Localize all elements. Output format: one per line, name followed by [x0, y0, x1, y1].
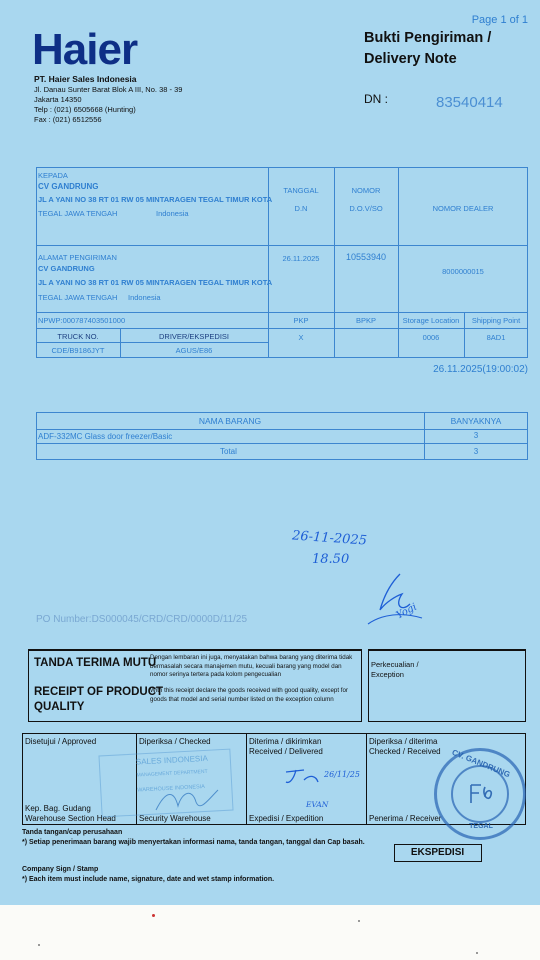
table-hline-1 — [36, 245, 528, 246]
expedition-signature-icon — [282, 766, 322, 788]
expedition-role: Expedisi / Expedition — [249, 814, 324, 823]
exception-border-left — [368, 649, 369, 722]
dn-label: DN : — [364, 92, 388, 106]
exception-border-right — [525, 649, 526, 722]
kepada-city: TEGAL JAWA TENGAH — [38, 209, 118, 218]
nomor-value: 10553940 — [345, 252, 387, 262]
tanda-terima-mutu: TANDA TERIMA MUTU — [34, 657, 157, 669]
receipt-border-bottom — [28, 721, 362, 722]
exception-border-bottom — [368, 721, 526, 722]
total-label: Total — [220, 447, 237, 456]
receipt-text-id: Dengan lembaran ini juga, menyatakan bahwa barang yang diterima tidak bermasalah secara manajemen mutu, kecuali barang yang model dan nomor serinya tertera pada kolom pengecualian — [150, 654, 353, 679]
alamat-pengiriman-city: TEGAL JAWA TENGAH — [38, 293, 118, 302]
shipping-point-label: Shipping Point — [471, 316, 521, 325]
driver-value: AGUS/E86 — [175, 346, 213, 355]
tanggal-label-dn: D.N — [294, 204, 308, 213]
tanggal-label: TANGGAL — [283, 186, 319, 195]
tanggal-value: 26.11.2025 — [282, 254, 320, 263]
nomor-label: NOMOR — [351, 186, 381, 195]
stamp-line-2: MANAGEMENT DEPARTMENT — [136, 768, 208, 779]
table-border-top — [36, 167, 528, 168]
receipt-border-left — [28, 649, 29, 722]
ekspedisi-box — [394, 844, 482, 862]
storage-location-label: Storage Location — [402, 316, 460, 325]
bpkp-label: BPKP — [355, 316, 376, 325]
receiver-role: Penerima / Receiver — [369, 814, 442, 823]
receipt-border-top — [28, 649, 362, 651]
driver-label: DRIVER/EKSPEDISI — [158, 332, 230, 341]
signature-border-right — [525, 733, 526, 825]
scan-speck — [476, 952, 478, 954]
items-header-rule — [36, 429, 528, 430]
po-number: PO Number:DS000045/CRD/CRD/0000D/11/25 — [36, 614, 248, 625]
company-name: PT. Haier Sales Indonesia — [34, 74, 137, 84]
received-label-en: Received / Delivered — [249, 747, 323, 756]
table-hline-5 — [36, 357, 528, 358]
alamat-pengiriman-label: ALAMAT PENGIRIMAN — [38, 253, 117, 262]
signature-divider-2 — [246, 733, 247, 825]
items-row-rule — [36, 443, 528, 444]
checked-label: Diperiksa / Checked — [139, 737, 211, 746]
company-city: Jakarta 14350 — [34, 95, 82, 104]
item-qty: 3 — [473, 431, 479, 440]
checked-signature-icon — [152, 780, 232, 820]
table-hline-2 — [36, 312, 528, 313]
expedition-handwritten-date: 26/11/25 — [324, 770, 360, 779]
pkp-value: X — [298, 333, 304, 342]
exception-label-en: Exception — [371, 670, 404, 679]
checked-role: Security Warehouse — [139, 814, 211, 823]
table-hline-3 — [36, 328, 528, 329]
stamp-ring-bottom: TEGAL — [469, 823, 493, 830]
kepada-country: Indonesia — [156, 209, 189, 218]
dn-number: 83540414 — [436, 94, 503, 111]
scan-speck — [38, 944, 40, 946]
document-subtitle: Delivery Note — [364, 51, 457, 67]
received-label: Diterima / dikirimkan — [249, 737, 322, 746]
company-sign-label-id: Tanda tangan/cap perusahaan — [22, 829, 123, 836]
document-title: Bukti Pengiriman / — [364, 30, 492, 46]
company-fax: Fax : (021) 6512556 — [34, 115, 102, 124]
page-number: Page 1 of 1 — [471, 14, 528, 26]
receiver-label-en: Checked / Received — [369, 747, 441, 756]
receipt-text-en: With this receipt declare the goods received with good quality, except for goods that model and serial number listed on the exception column — [150, 687, 348, 703]
signature-divider-3 — [366, 733, 367, 825]
receipt-border-right — [361, 649, 362, 722]
nama-barang-header: NAMA BARANG — [198, 416, 262, 426]
alamat-pengiriman-name: CV GANDRUNG — [38, 264, 95, 273]
expedition-handwritten-name: EVAN — [306, 800, 329, 809]
signature-border-top — [22, 733, 526, 734]
nomor-dealer-label: NOMOR DEALER — [432, 204, 494, 213]
total-value: 3 — [473, 447, 479, 456]
cv-gandrung-stamp — [434, 748, 526, 840]
handwritten-signature-icon — [362, 566, 432, 634]
kepada-name: CV GANDRUNG — [38, 182, 99, 191]
truck-no-value: CDE/B9186JYT — [51, 346, 105, 355]
ekspedisi-label: EKSPEDISI — [410, 847, 465, 858]
scan-speck — [358, 920, 360, 922]
stamp-line-1: SALES INDONESIA — [135, 753, 209, 767]
receipt-title: RECEIPT OF PRODUCT — [34, 686, 164, 698]
exception-label: Perkecualian / — [371, 660, 419, 669]
exception-border-top — [368, 649, 526, 651]
scan-speck — [152, 914, 155, 917]
approved-role-en: Warehouse Section Head — [25, 814, 116, 823]
approved-role: Kep. Bag. Gudang — [25, 804, 91, 813]
signature-border-left — [22, 733, 23, 825]
receiver-label: Diperiksa / diterima — [369, 737, 438, 746]
nomor-label-do: D.O.V/SO — [349, 204, 383, 213]
truck-no-label: TRUCK NO. — [57, 332, 99, 341]
handwritten-signature-name: Yogi — [394, 601, 419, 622]
pkp-label: PKP — [293, 316, 309, 325]
handwritten-time: 18.50 — [312, 552, 350, 567]
shipping-point-value: 8AD1 — [486, 333, 506, 342]
haier-logo: Haier — [32, 25, 138, 74]
stamp-ring-text: CV. GANDRUNG — [450, 747, 512, 780]
items-border-top — [36, 412, 528, 413]
nomor-dealer-value: 8000000015 — [442, 267, 484, 276]
company-phone: Telp : (021) 6505668 (Hunting) — [34, 105, 136, 114]
print-timestamp: 26.11.2025(19:00:02) — [433, 364, 528, 375]
company-sign-label-en: Company Sign / Stamp — [22, 866, 99, 873]
storage-location-value: 0006 — [422, 333, 440, 342]
table-hline-4 — [36, 342, 268, 343]
alamat-pengiriman-address: JL A YANI NO 38 RT 01 RW 05 MINTARAGEN TEGAL TIMUR KOTA — [38, 278, 273, 287]
banyaknya-header: BANYAKNYA — [450, 416, 502, 426]
note-en: *) Each item must include name, signature, date and wet stamp information. — [22, 876, 275, 883]
kepada-address: JL A YANI NO 38 RT 01 RW 05 MINTARAGEN TEGAL TIMUR KOTA — [38, 195, 273, 204]
note-id: *) Setiap penerimaan barang wajib menyertakan informasi nama, tanda tangan, tanggal dan Cap basah. — [22, 839, 365, 846]
approved-label: Disetujui / Approved — [25, 737, 97, 746]
item-name: ADF-332MC Glass door freezer/Basic — [38, 432, 173, 441]
company-address: Jl. Danau Sunter Barat Blok A III, No. 38 - 39 — [34, 85, 183, 94]
npwp: NPWP:000787403501000 — [38, 316, 126, 325]
stamp-receiver-signature-icon — [463, 777, 497, 811]
stamp-line-3: WAREHOUSE INDONESIA — [137, 783, 206, 794]
handwritten-date: 26-11-2025 — [291, 528, 368, 549]
items-border-bottom — [36, 459, 528, 460]
receipt-title-2: QUALITY — [34, 701, 85, 713]
kepada-label: KEPADA — [38, 171, 68, 180]
alamat-pengiriman-country: Indonesia — [128, 293, 161, 302]
